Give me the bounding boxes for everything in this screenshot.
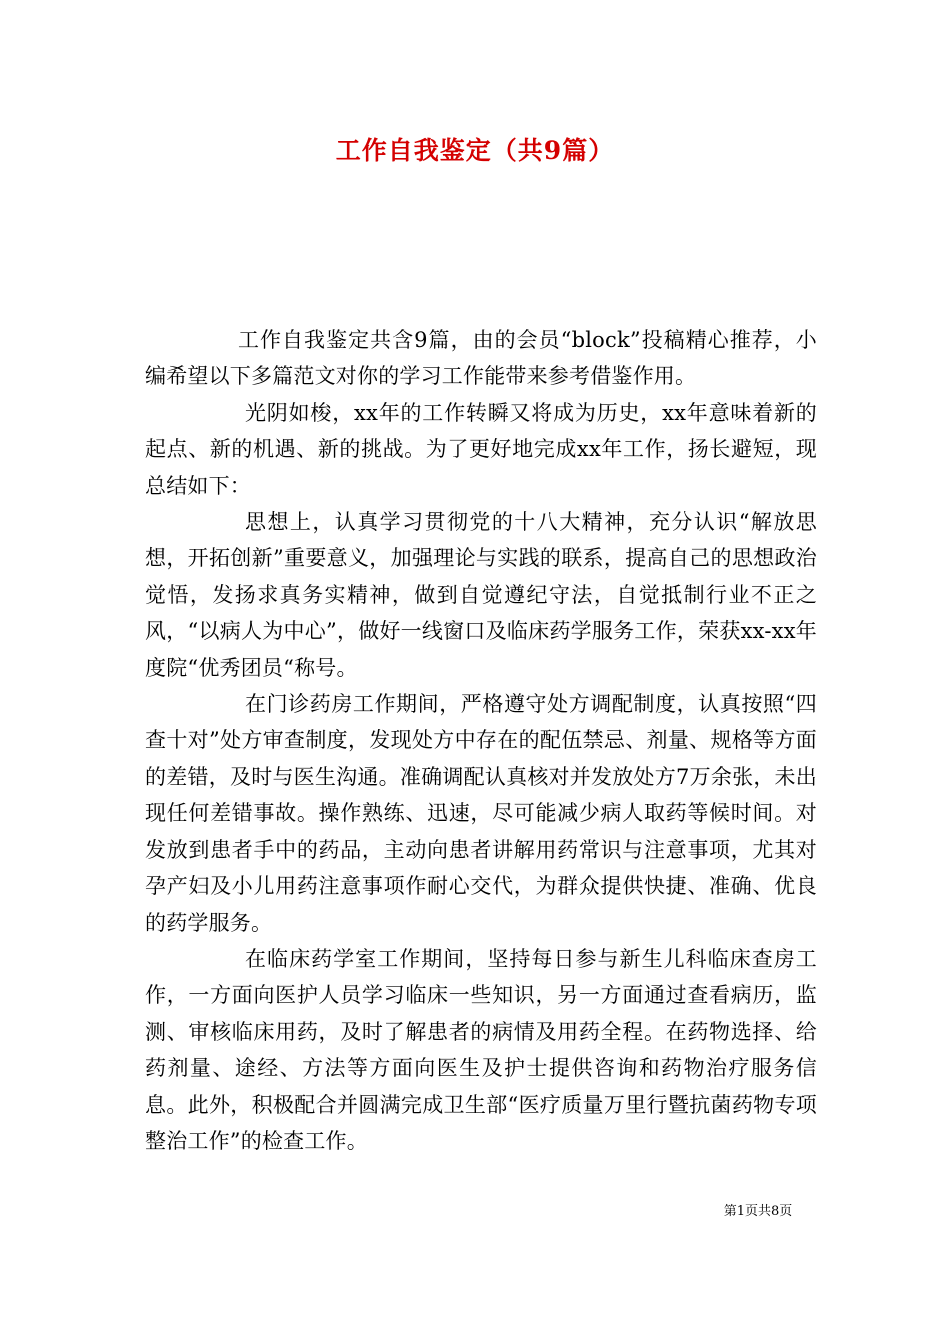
paragraph-clinical-pharmacy: 在临床药学室工作期间，坚持每日参与新生儿科临床查房工作，一方面向医护人员学习临床一些知识，另一方面通过查看病历，监测、审核临床用药，及时了解患者的病情及用药全程。在药物选择、给药剂量、途经、方法等方面向医生及护士提供咨询和药物治疗服务信息。此外，积极配合并圆满完成卫生部“医疗质量万里行暨抗菌药物专项整治工作”的检查工作。 [145,946,817,1153]
page-footer [0,1203,950,1221]
page-number-label: 第1页共8页 [723,1204,793,1219]
paragraph-intro: 工作自我鉴定共含9篇，由的会员“block”投稿精心推荐，小编希望以下多篇范文对你的学习工作能带来参考借鉴作用。 [145,328,817,389]
paragraph-overview: 光阴如梭，xx年的工作转瞬又将成为历史，xx年意味着新的起点、新的机遇、新的挑战。为了更好地完成xx年工作，扬长避短，现总结如下： [145,400,817,498]
document-title: 工作自我鉴定（共9篇） [335,136,615,165]
document-body [145,322,817,1159]
paragraph-outpatient-pharmacy: 在门诊药房工作期间，严格遵守处方调配制度，认真按照“四查十对”处方审查制度，发现处方中存在的配伍禁忌、剂量、规格等方面的差错，及时与医生沟通。准确调配认真核对并发放处方7万余张，未出现任何差错事故。操作熟练、迅速，尽可能减少病人取药等候时间。对发放到患者手中的药品，主动向患者讲解用药常识与注意事项，尤其对孕产妇及小儿用药注意事项作耐心交代，为群众提供快捷、准确、优良的药学服务。 [145,692,817,935]
paragraph-ideology: 思想上，认真学习贯彻党的十八大精神，充分认识“解放思想，开拓创新”重要意义，加强理论与实践的联系，提高自己的思想政治觉悟，发扬求真务实精神，做到自觉遵纪守法，自觉抵制行业不正之风，“以病人为中心”，做好一线窗口及临床药学服务工作，荣获xx-xx年度院“优秀团员“称号。 [145,510,817,680]
